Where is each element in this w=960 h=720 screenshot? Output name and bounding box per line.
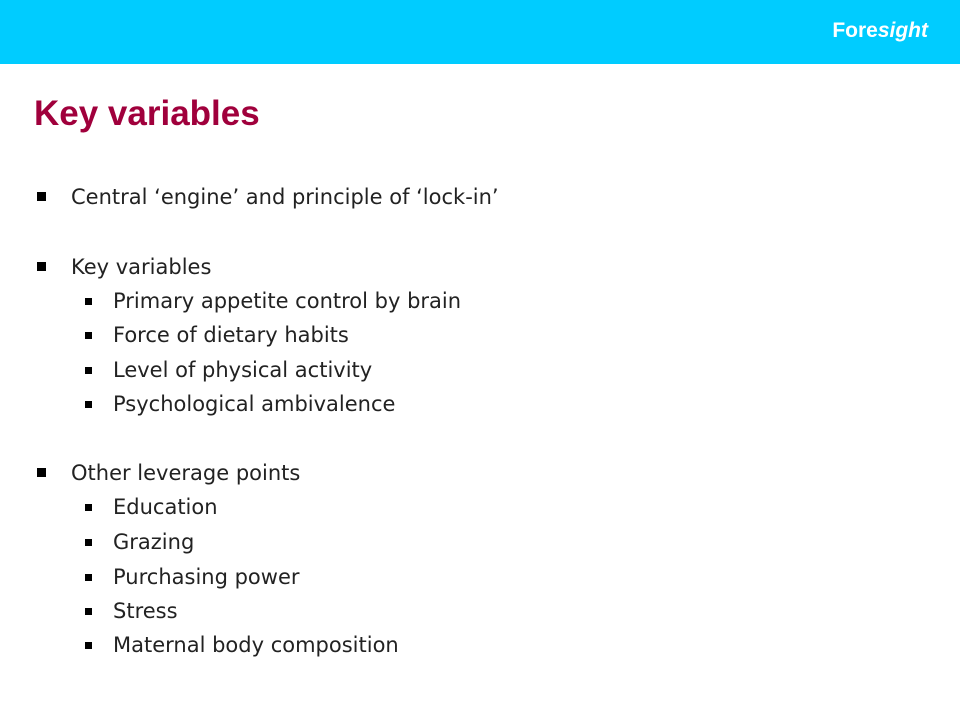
bullet-other-leverage: [71, 458, 300, 488]
square-bullet-icon: [85, 504, 92, 511]
sub-bullet: [113, 355, 372, 385]
sub-bullet-text: Grazing: [113, 530, 195, 554]
square-bullet-icon: [85, 332, 92, 339]
sub-bullet: [113, 562, 300, 592]
square-bullet-icon: [37, 468, 46, 477]
square-bullet-icon: [37, 262, 46, 271]
square-bullet-icon: [85, 367, 92, 374]
sub-bullet: [113, 286, 461, 316]
sub-bullet-text: Level of physical activity: [113, 358, 373, 382]
sub-bullet-text: Education: [113, 495, 218, 519]
sub-bullet: [113, 320, 349, 350]
bullet-central-engine: [71, 182, 499, 212]
slide-title: Key variables: [34, 94, 260, 133]
square-bullet-icon: [85, 298, 92, 305]
bullet-text: Key variables: [71, 255, 212, 279]
sub-bullet-text: Primary appetite control by brain: [113, 289, 462, 313]
sub-bullet: [113, 527, 194, 557]
sub-bullet-text: Purchasing power: [113, 565, 300, 589]
sub-bullet: [113, 596, 178, 626]
brand-prefix: Fore: [832, 19, 878, 42]
brand-suffix: sight: [877, 19, 928, 42]
sub-bullet: [113, 492, 218, 522]
square-bullet-icon: [37, 192, 46, 201]
square-bullet-icon: [85, 574, 92, 581]
sub-bullet-text: Psychological ambivalence: [113, 392, 396, 416]
bullet-key-variables: [71, 252, 211, 282]
sub-bullet-text: Force of dietary habits: [113, 323, 349, 347]
bullet-text: Other leverage points: [71, 461, 301, 485]
square-bullet-icon: [85, 608, 92, 615]
bullet-text: Central ‘engine’ and principle of ‘lock-in’: [71, 185, 499, 209]
sub-bullet: [113, 389, 395, 419]
sub-bullet: [113, 630, 399, 660]
sub-bullet-text: Stress: [113, 599, 178, 623]
square-bullet-icon: [85, 401, 92, 408]
square-bullet-icon: [85, 642, 92, 649]
square-bullet-icon: [85, 539, 92, 546]
sub-bullet-text: Maternal body composition: [113, 633, 399, 657]
